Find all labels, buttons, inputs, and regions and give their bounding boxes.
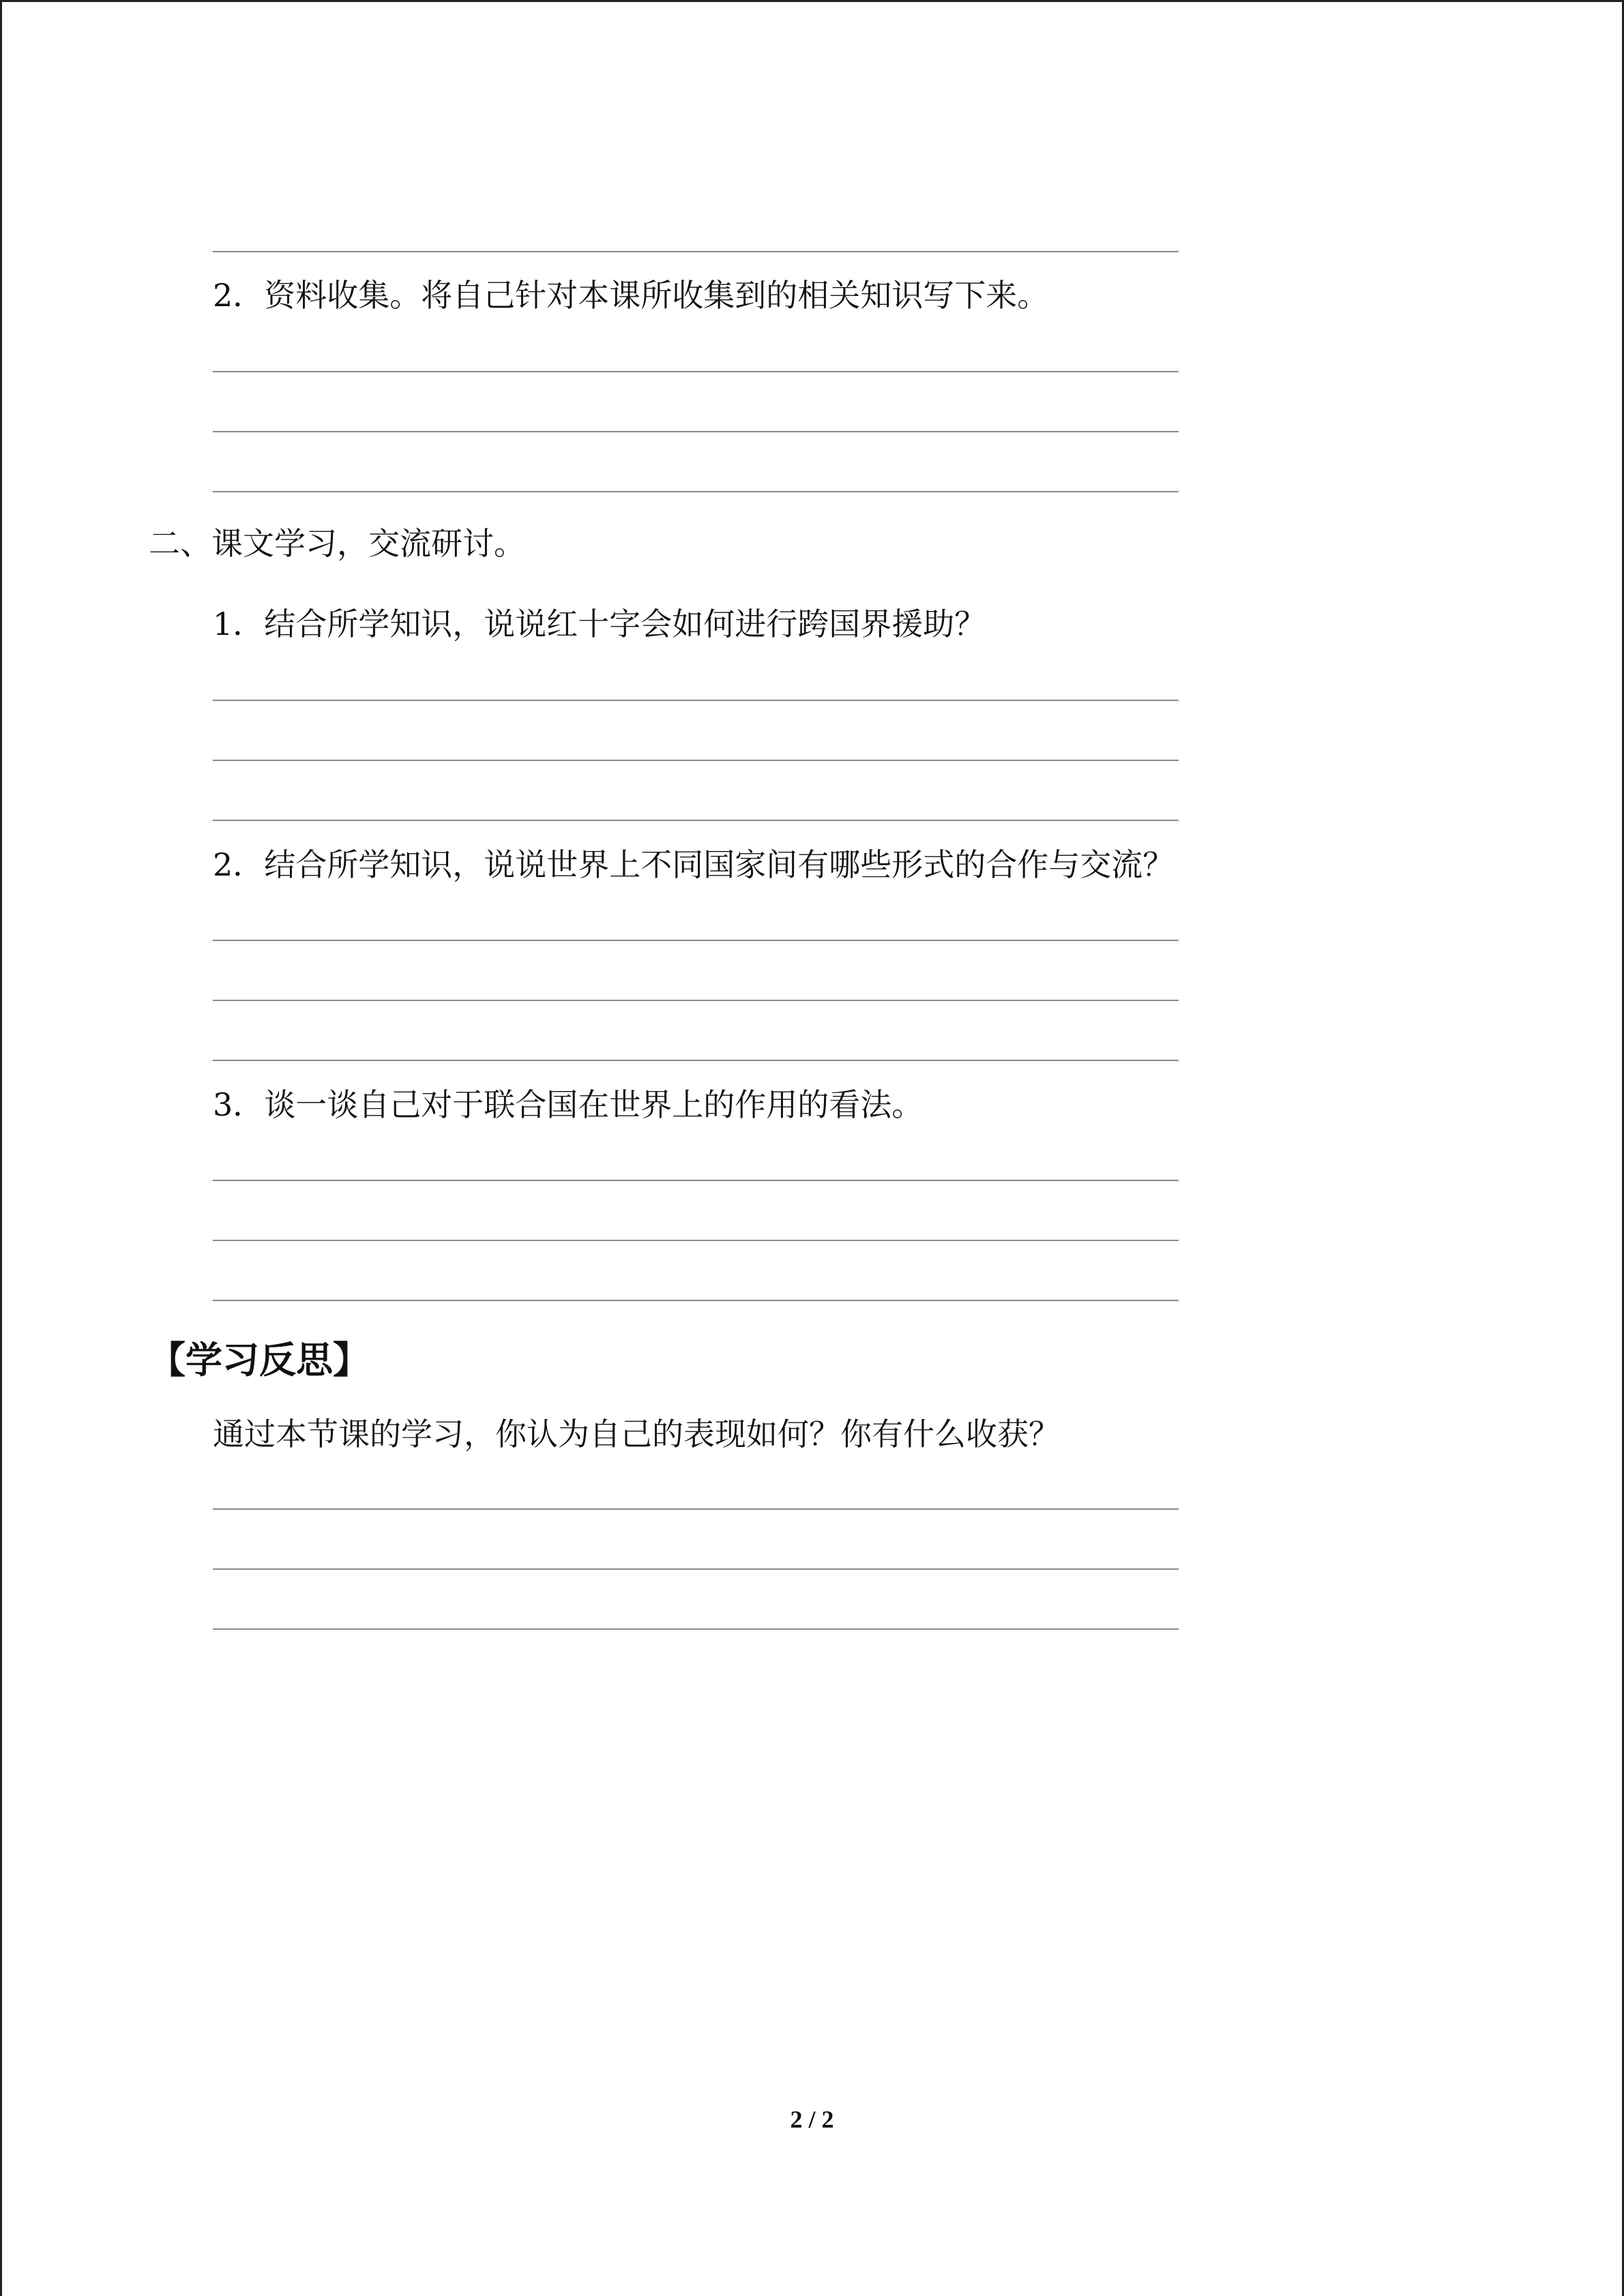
prep-item-2: 2．资料收集。将自己针对本课所收集到的相关知识写下来。 (213, 277, 1049, 314)
answer-line (213, 1508, 1179, 1510)
answer-line (213, 1300, 1179, 1301)
answer-line (213, 251, 1179, 252)
section-heading: 二、课文学习，交流研讨。 (149, 525, 525, 562)
answer-line (213, 491, 1179, 492)
answer-line (213, 940, 1179, 941)
answer-line (213, 371, 1179, 372)
answer-line (213, 1568, 1179, 1570)
page-number: 2 / 2 (790, 2106, 834, 2133)
answer-line (213, 820, 1179, 821)
reflection-prompt: 通过本节课的学习，你认为自己的表现如何？你有什么收获？ (213, 1416, 1060, 1452)
study-item-1: 1．结合所学知识，说说红十字会如何进行跨国界援助？ (213, 606, 986, 642)
answer-line (213, 1180, 1179, 1181)
answer-line (213, 1628, 1179, 1630)
reflection-title: 【学习反思】 (149, 1339, 370, 1382)
answer-line (213, 760, 1179, 761)
answer-line (213, 431, 1179, 432)
answer-line (213, 1000, 1179, 1001)
answer-line (213, 1240, 1179, 1241)
study-item-3: 3．谈一谈自己对于联合国在世界上的作用的看法。 (213, 1086, 924, 1123)
answer-line (213, 700, 1179, 701)
study-item-2: 2．结合所学知识，说说世界上不同国家间有哪些形式的合作与交流？ (213, 846, 1175, 883)
answer-line (213, 1060, 1179, 1061)
